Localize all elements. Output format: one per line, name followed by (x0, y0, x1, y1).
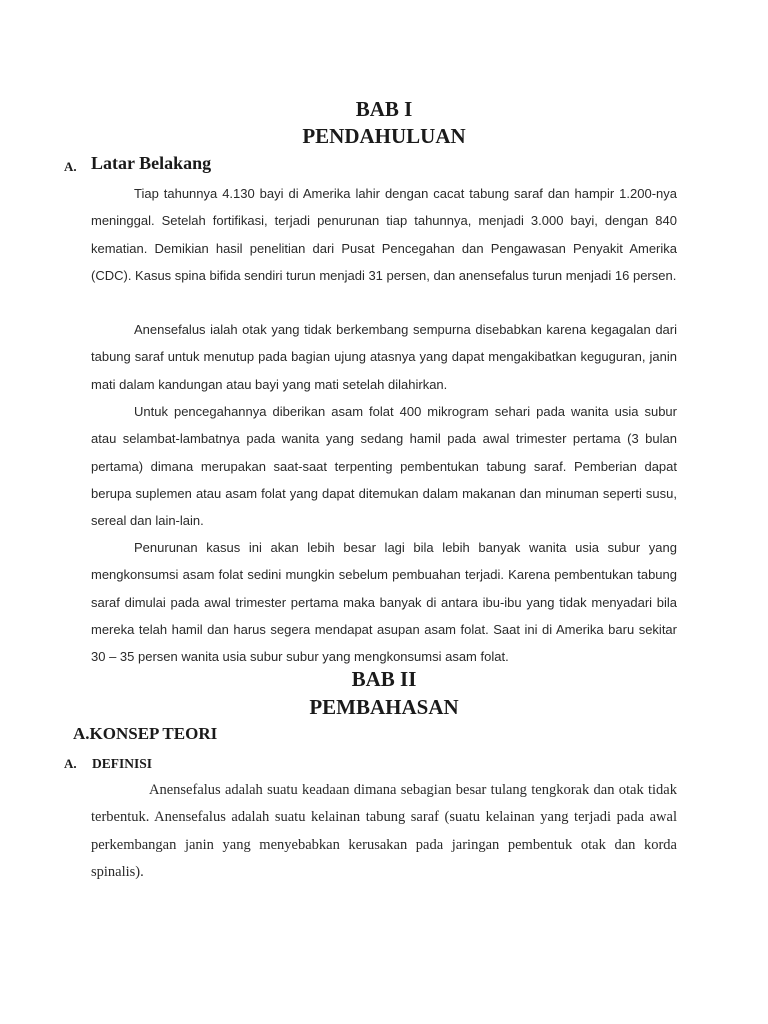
body-paragraph: Tiap tahunnya 4.130 bayi di Amerika lahir dengan cacat tabung saraf dan hampir 1.200-nya meninggal. Setelah fortifikasi, terjadi penurunan tiap tahunnya, menjadi 3.000 bayi, dengan 840 kematian. Demikian hasil penelitian dari Pusat Pencegahan dan Pengawasan Penyakit Amerika (CDC). Kasus spina bifida sendiri turun menjadi 31 persen, dan anensefalus turun menjadi 16 persen. (91, 186, 677, 283)
section-marker: A. (64, 159, 77, 174)
body-paragraph: Untuk pencegahannya diberikan asam folat 400 mikrogram sehari pada wanita usia subur atau selambat-lambatnya pada wanita yang sedang hamil pada awal trimester pertama (3 bulan pertama) dimana merupakan saat-saat terpenting pembentukan tabung saraf. Pemberian dapat berupa suplemen atau asam folat yang dapat ditemukan dalam makanan dan minuman seperti susu, sereal dan lain-lain. (91, 404, 677, 529)
section-heading: Latar Belakang (91, 153, 212, 173)
body-paragraph: Anensefalus ialah otak yang tidak berkembang sempurna disebabkan karena kegagalan dari tabung saraf untuk menutup pada bagian ujung atasnya yang dapat mengakibatkan keguguran, janin mati dalam kandungan atau bayi yang mati setelah dilahirkan. (91, 322, 677, 392)
body-paragraph: Anensefalus adalah suatu keadaan dimana sebagian besar tulang tengkorak dan otak tidak terbentuk. Anensefalus adalah suatu kelainan tabung saraf (suatu kelainan yang terjadi pada awal perkembangan janin yang menyebabkan kerusakan pada jaringan pembentuk otak dan korda spinalis). (91, 782, 677, 880)
subsection-marker: A. (64, 756, 77, 771)
chapter-title: BAB I (355, 97, 413, 121)
subsection-heading: DEFINISI (92, 756, 153, 771)
chapter-subtitle: PEMBAHASAN (309, 695, 459, 719)
body-paragraph: Penurunan kasus ini akan lebih besar lagi bila lebih banyak wanita usia subur yang mengkonsumsi asam folat sedini mungkin sebelum pembuahan terjadi. Karena pembentukan tabung saraf dimulai pada awal trimester pertama maka banyak di antara ibu-ibu yang tidak menyadari bila mereka telah hamil dan harus segera mendapat asupan asam folat. Saat ini di Amerika baru sekitar 30 – 35 persen wanita usia subur subur yang mengkonsumsi asam folat. (91, 540, 677, 665)
chapter-subtitle: PENDAHULUAN (302, 124, 466, 148)
section-heading: A.KONSEP TEORI (73, 724, 218, 743)
chapter-title: BAB II (351, 667, 417, 691)
